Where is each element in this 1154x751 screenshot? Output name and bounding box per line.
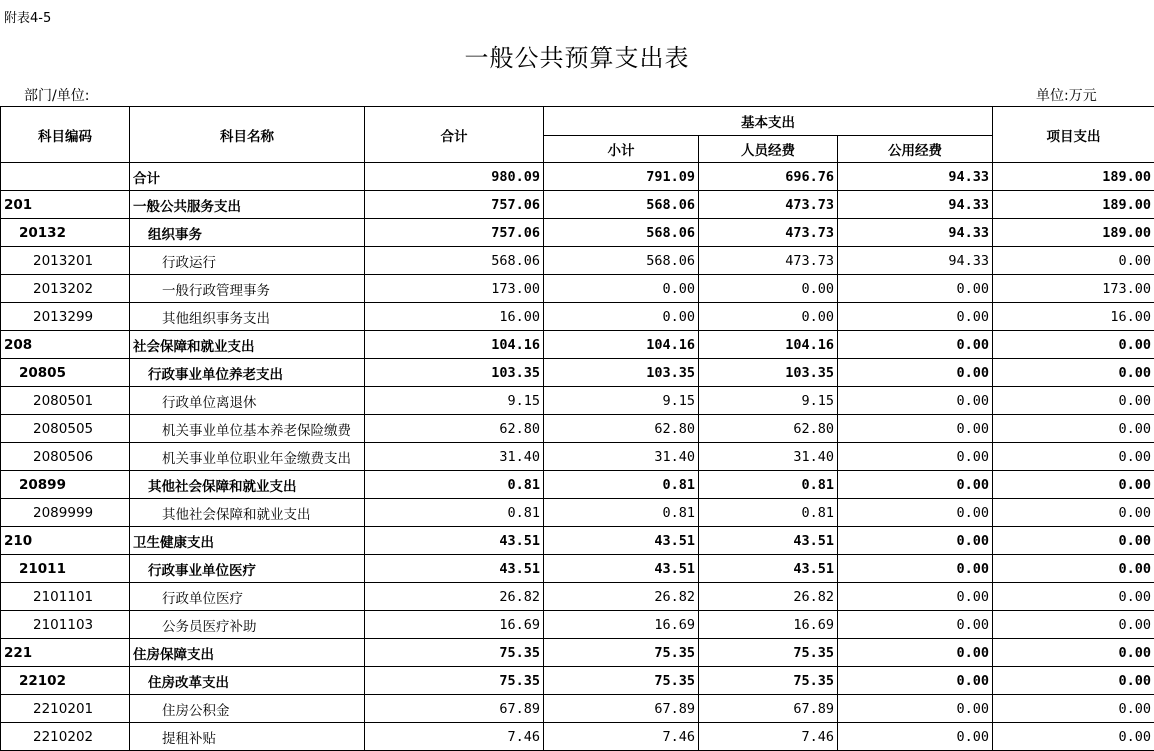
cell-total: 26.82: [365, 583, 544, 611]
cell-code: 2013201: [1, 247, 130, 275]
cell-project: 189.00: [993, 163, 1154, 191]
cell-public: 0.00: [838, 499, 993, 527]
cell-name: 行政事业单位医疗: [130, 555, 365, 583]
cell-project: 0.00: [993, 555, 1154, 583]
cell-code: 21011: [1, 555, 130, 583]
cell-personnel: 0.00: [699, 303, 838, 331]
col-header-public: 公用经费: [838, 136, 993, 163]
cell-public: 94.33: [838, 191, 993, 219]
cell-subtotal: 9.15: [544, 387, 699, 415]
cell-personnel: 696.76: [699, 163, 838, 191]
cell-total: 16.00: [365, 303, 544, 331]
table-row: [1, 443, 1154, 471]
cell-code: 2080501: [1, 387, 130, 415]
cell-total: 757.06: [365, 219, 544, 247]
cell-public: 0.00: [838, 639, 993, 667]
cell-name: 行政运行: [130, 247, 365, 275]
cell-code: 2089999: [1, 499, 130, 527]
cell-personnel: 0.81: [699, 471, 838, 499]
cell-personnel: 75.35: [699, 639, 838, 667]
budget-expenditure-table: [0, 106, 1154, 751]
cell-personnel: 473.73: [699, 219, 838, 247]
cell-subtotal: 791.09: [544, 163, 699, 191]
cell-personnel: 26.82: [699, 583, 838, 611]
cell-public: 0.00: [838, 583, 993, 611]
cell-name: 行政单位离退休: [130, 387, 365, 415]
cell-code: 22102: [1, 667, 130, 695]
cell-total: 980.09: [365, 163, 544, 191]
cell-subtotal: 568.06: [544, 219, 699, 247]
cell-total: 0.81: [365, 471, 544, 499]
cell-name: 一般行政管理事务: [130, 275, 365, 303]
table-row: [1, 723, 1154, 751]
cell-project: 16.00: [993, 303, 1154, 331]
cell-personnel: 43.51: [699, 527, 838, 555]
cell-subtotal: 67.89: [544, 695, 699, 723]
cell-name: 其他组织事务支出: [130, 303, 365, 331]
cell-public: 0.00: [838, 275, 993, 303]
cell-subtotal: 43.51: [544, 555, 699, 583]
cell-subtotal: 16.69: [544, 611, 699, 639]
table-row: [1, 247, 1154, 275]
cell-personnel: 7.46: [699, 723, 838, 751]
table-row: [1, 611, 1154, 639]
cell-personnel: 473.73: [699, 247, 838, 275]
cell-total: 7.46: [365, 723, 544, 751]
table-row: [1, 667, 1154, 695]
cell-personnel: 9.15: [699, 387, 838, 415]
cell-project: 0.00: [993, 527, 1154, 555]
cell-total: 103.35: [365, 359, 544, 387]
cell-code: 2101103: [1, 611, 130, 639]
cell-code: 2101101: [1, 583, 130, 611]
cell-code: 221: [1, 639, 130, 667]
table-body: [1, 163, 1154, 751]
cell-total: 75.35: [365, 667, 544, 695]
cell-code: 2210202: [1, 723, 130, 751]
cell-subtotal: 26.82: [544, 583, 699, 611]
table-row: [1, 555, 1154, 583]
col-header-name: 科目名称: [130, 107, 365, 163]
cell-subtotal: 0.81: [544, 499, 699, 527]
cell-code: 2013299: [1, 303, 130, 331]
table-row: [1, 527, 1154, 555]
cell-personnel: 75.35: [699, 667, 838, 695]
cell-project: 189.00: [993, 219, 1154, 247]
cell-subtotal: 103.35: [544, 359, 699, 387]
cell-public: 0.00: [838, 695, 993, 723]
cell-public: 0.00: [838, 415, 993, 443]
cell-project: 0.00: [993, 415, 1154, 443]
cell-name: 住房保障支出: [130, 639, 365, 667]
cell-total: 9.15: [365, 387, 544, 415]
cell-project: 0.00: [993, 471, 1154, 499]
cell-total: 75.35: [365, 639, 544, 667]
cell-public: 0.00: [838, 555, 993, 583]
cell-personnel: 67.89: [699, 695, 838, 723]
col-header-code: 科目编码: [1, 107, 130, 163]
cell-subtotal: 0.81: [544, 471, 699, 499]
cell-name: 机关事业单位基本养老保险缴费: [130, 415, 365, 443]
cell-name: 公务员医疗补助: [130, 611, 365, 639]
cell-personnel: 43.51: [699, 555, 838, 583]
table-row: [1, 219, 1154, 247]
cell-project: 0.00: [993, 667, 1154, 695]
cell-subtotal: 568.06: [544, 191, 699, 219]
cell-total: 62.80: [365, 415, 544, 443]
cell-code: 20805: [1, 359, 130, 387]
cell-personnel: 31.40: [699, 443, 838, 471]
cell-personnel: 473.73: [699, 191, 838, 219]
cell-total: 0.81: [365, 499, 544, 527]
cell-project: 173.00: [993, 275, 1154, 303]
cell-total: 43.51: [365, 555, 544, 583]
cell-public: 0.00: [838, 611, 993, 639]
table-row: [1, 387, 1154, 415]
table-row: [1, 471, 1154, 499]
cell-personnel: 103.35: [699, 359, 838, 387]
department-label: 部门/单位:: [24, 88, 90, 104]
cell-subtotal: 43.51: [544, 527, 699, 555]
table-row: [1, 163, 1154, 191]
cell-name: 行政事业单位养老支出: [130, 359, 365, 387]
cell-code: 2013202: [1, 275, 130, 303]
cell-personnel: 62.80: [699, 415, 838, 443]
cell-code: 20899: [1, 471, 130, 499]
cell-public: 0.00: [838, 331, 993, 359]
col-header-basic-group: 基本支出: [544, 107, 993, 136]
cell-name: 组织事务: [130, 219, 365, 247]
cell-code: 208: [1, 331, 130, 359]
cell-subtotal: 0.00: [544, 275, 699, 303]
cell-public: 0.00: [838, 359, 993, 387]
cell-personnel: 16.69: [699, 611, 838, 639]
cell-project: 0.00: [993, 499, 1154, 527]
cell-code: 210: [1, 527, 130, 555]
cell-public: 0.00: [838, 387, 993, 415]
cell-code: 2080505: [1, 415, 130, 443]
cell-name: 提租补贴: [130, 723, 365, 751]
cell-project: 0.00: [993, 611, 1154, 639]
cell-total: 67.89: [365, 695, 544, 723]
unit-label: 单位:万元: [1036, 88, 1097, 104]
table-row: [1, 331, 1154, 359]
cell-code: 201: [1, 191, 130, 219]
cell-subtotal: 0.00: [544, 303, 699, 331]
cell-project: 0.00: [993, 723, 1154, 751]
cell-code: [1, 163, 130, 191]
table-row: [1, 499, 1154, 527]
cell-project: 0.00: [993, 639, 1154, 667]
cell-name: 其他社会保障和就业支出: [130, 499, 365, 527]
cell-total: 757.06: [365, 191, 544, 219]
cell-code: 2210201: [1, 695, 130, 723]
col-header-subtotal: 小计: [544, 136, 699, 163]
table-row: [1, 275, 1154, 303]
table-row: [1, 583, 1154, 611]
cell-name: 其他社会保障和就业支出: [130, 471, 365, 499]
cell-project: 0.00: [993, 695, 1154, 723]
table-row: [1, 359, 1154, 387]
table-row: [1, 415, 1154, 443]
table-row: [1, 191, 1154, 219]
table-row: [1, 695, 1154, 723]
cell-name: 一般公共服务支出: [130, 191, 365, 219]
cell-project: 189.00: [993, 191, 1154, 219]
cell-name: 社会保障和就业支出: [130, 331, 365, 359]
cell-subtotal: 62.80: [544, 415, 699, 443]
cell-subtotal: 75.35: [544, 667, 699, 695]
cell-name: 住房公积金: [130, 695, 365, 723]
table-row: [1, 303, 1154, 331]
cell-project: 0.00: [993, 387, 1154, 415]
cell-name: 合计: [130, 163, 365, 191]
col-header-total: 合计: [365, 107, 544, 163]
cell-public: 94.33: [838, 163, 993, 191]
cell-public: 94.33: [838, 219, 993, 247]
cell-project: 0.00: [993, 247, 1154, 275]
page-title: 一般公共预算支出表: [464, 44, 690, 72]
cell-public: 0.00: [838, 303, 993, 331]
cell-public: 0.00: [838, 667, 993, 695]
cell-project: 0.00: [993, 331, 1154, 359]
cell-personnel: 0.00: [699, 275, 838, 303]
cell-public: 0.00: [838, 471, 993, 499]
cell-total: 16.69: [365, 611, 544, 639]
cell-subtotal: 75.35: [544, 639, 699, 667]
cell-public: 0.00: [838, 527, 993, 555]
cell-subtotal: 104.16: [544, 331, 699, 359]
cell-project: 0.00: [993, 359, 1154, 387]
col-header-project: 项目支出: [993, 107, 1154, 163]
cell-subtotal: 31.40: [544, 443, 699, 471]
cell-public: 0.00: [838, 723, 993, 751]
cell-total: 173.00: [365, 275, 544, 303]
cell-subtotal: 7.46: [544, 723, 699, 751]
cell-code: 20132: [1, 219, 130, 247]
cell-total: 568.06: [365, 247, 544, 275]
cell-personnel: 104.16: [699, 331, 838, 359]
cell-personnel: 0.81: [699, 499, 838, 527]
cell-name: 卫生健康支出: [130, 527, 365, 555]
table-row: [1, 639, 1154, 667]
attachment-number: 附表4-5: [4, 11, 52, 26]
cell-public: 94.33: [838, 247, 993, 275]
cell-name: 行政单位医疗: [130, 583, 365, 611]
cell-code: 2080506: [1, 443, 130, 471]
col-header-personnel: 人员经费: [699, 136, 838, 163]
cell-project: 0.00: [993, 583, 1154, 611]
cell-total: 31.40: [365, 443, 544, 471]
table-header: [1, 107, 1154, 163]
cell-total: 43.51: [365, 527, 544, 555]
cell-public: 0.00: [838, 443, 993, 471]
cell-project: 0.00: [993, 443, 1154, 471]
cell-total: 104.16: [365, 331, 544, 359]
cell-subtotal: 568.06: [544, 247, 699, 275]
cell-name: 住房改革支出: [130, 667, 365, 695]
cell-name: 机关事业单位职业年金缴费支出: [130, 443, 365, 471]
